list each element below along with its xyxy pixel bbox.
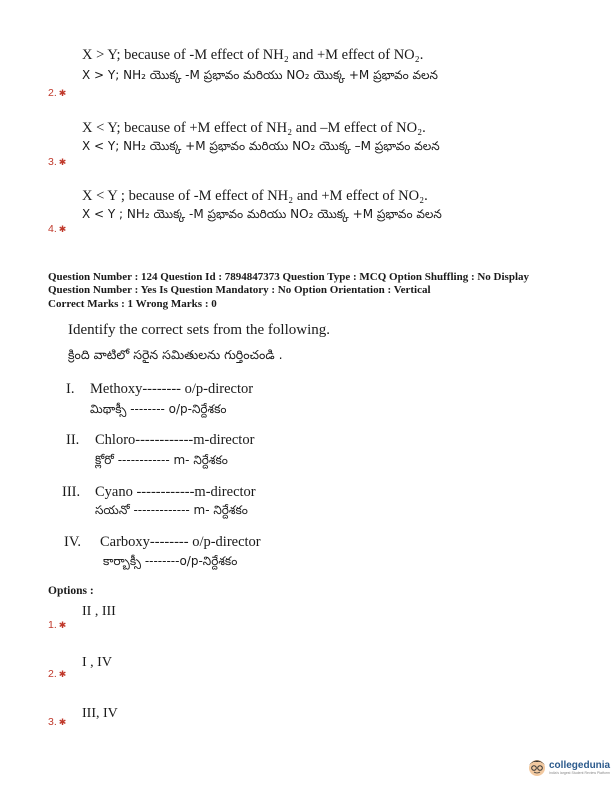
prev-option-3-telugu: X < Y; NH₂ యొక్క +M ప్రభావం మరియు NO₂ యొక్క –M ప్రభావం వలన [82,139,440,153]
question-text-telugu: క్రింది వాటిలో సరైన సమితులను గుర్తించండి . [68,347,283,362]
option-3-number: 3. ✱ [48,716,67,728]
mascot-icon [527,756,547,778]
options-label: Options : [48,585,94,597]
question-meta-line-3: Correct Marks : 1 Wrong Marks : 0 [48,298,217,310]
prev-option-3-number: 3. ✱ [48,156,67,168]
prev-option-3-english: X < Y; because of +M effect of NH₂ and –M effect of NO₂. [82,120,426,136]
statement-1-telugu: మిథాక్సీ -------- o/p-నిర్దేశకం [90,402,227,416]
statement-4-english: Carboxy-------- o/p-director [100,534,261,550]
statement-2-english: Chloro------------m-director [95,432,255,448]
option-2-number: 2. ✱ [48,668,67,680]
logo-tagline: India's largest Student Review Platform [549,770,610,775]
statement-4-roman: IV. [64,534,82,550]
prev-option-2-number: 2. ✱ [48,87,67,99]
option-2-text[interactable]: I , IV [82,655,112,670]
statement-3-roman: III. [62,484,81,500]
option-mark-icon: ✱ [58,224,67,234]
statement-4-telugu: కార్బాక్సీ --------o/p-నిర్దేశకం [103,554,238,568]
question-meta-line-2: Question Number : Yes Is Question Mandatory : No Option Orientation : Vertical [48,284,431,296]
prev-option-4-english: X < Y ; because of -M effect of NH₂ and +M effect of NO₂. [82,188,428,204]
option-mark-icon: ✱ [58,669,67,679]
statement-3-telugu: సయనో ------------- m- నిర్దేశకం [95,503,248,517]
statement-3-english: Cyano ------------m-director [95,484,256,500]
prev-option-4-number: 4. ✱ [48,223,67,235]
option-mark-icon: ✱ [58,157,67,167]
prev-option-2-english: X > Y; because of -M effect of NH₂ and +M effect of NO₂. [82,47,424,63]
option-mark-icon: ✱ [58,620,67,630]
statement-1-roman: I. [66,381,75,397]
option-mark-icon: ✱ [58,717,67,727]
collegedunia-logo [527,756,610,778]
option-mark-icon: ✱ [58,88,67,98]
option-1-number: 1. ✱ [48,619,67,631]
statement-1-english: Methoxy-------- o/p-director [90,381,254,397]
statement-2-roman: II. [66,432,80,448]
statement-2-telugu: క్లోరో ------------ m- నిర్దేశకం [95,453,228,467]
option-1-text[interactable]: II , III [82,604,116,619]
question-meta-line-1: Question Number : 124 Question Id : 7894847373 Question Type : MCQ Option Shuffling : No Display [48,271,530,283]
question-text-english: Identify the correct sets from the following. [68,322,331,338]
prev-option-4-telugu: X < Y ; NH₂ యొక్క -M ప్రభావం మరియు NO₂ యొక్క +M ప్రభావం వలన [82,207,442,221]
logo-name: collegedunia [549,759,611,771]
prev-option-2-telugu: X > Y; NH₂ యొక్క -M ప్రభావం మరియు NO₂ యొక్క +M ప్రభావం వలన [82,68,438,82]
option-3-text[interactable]: III, IV [82,706,118,721]
